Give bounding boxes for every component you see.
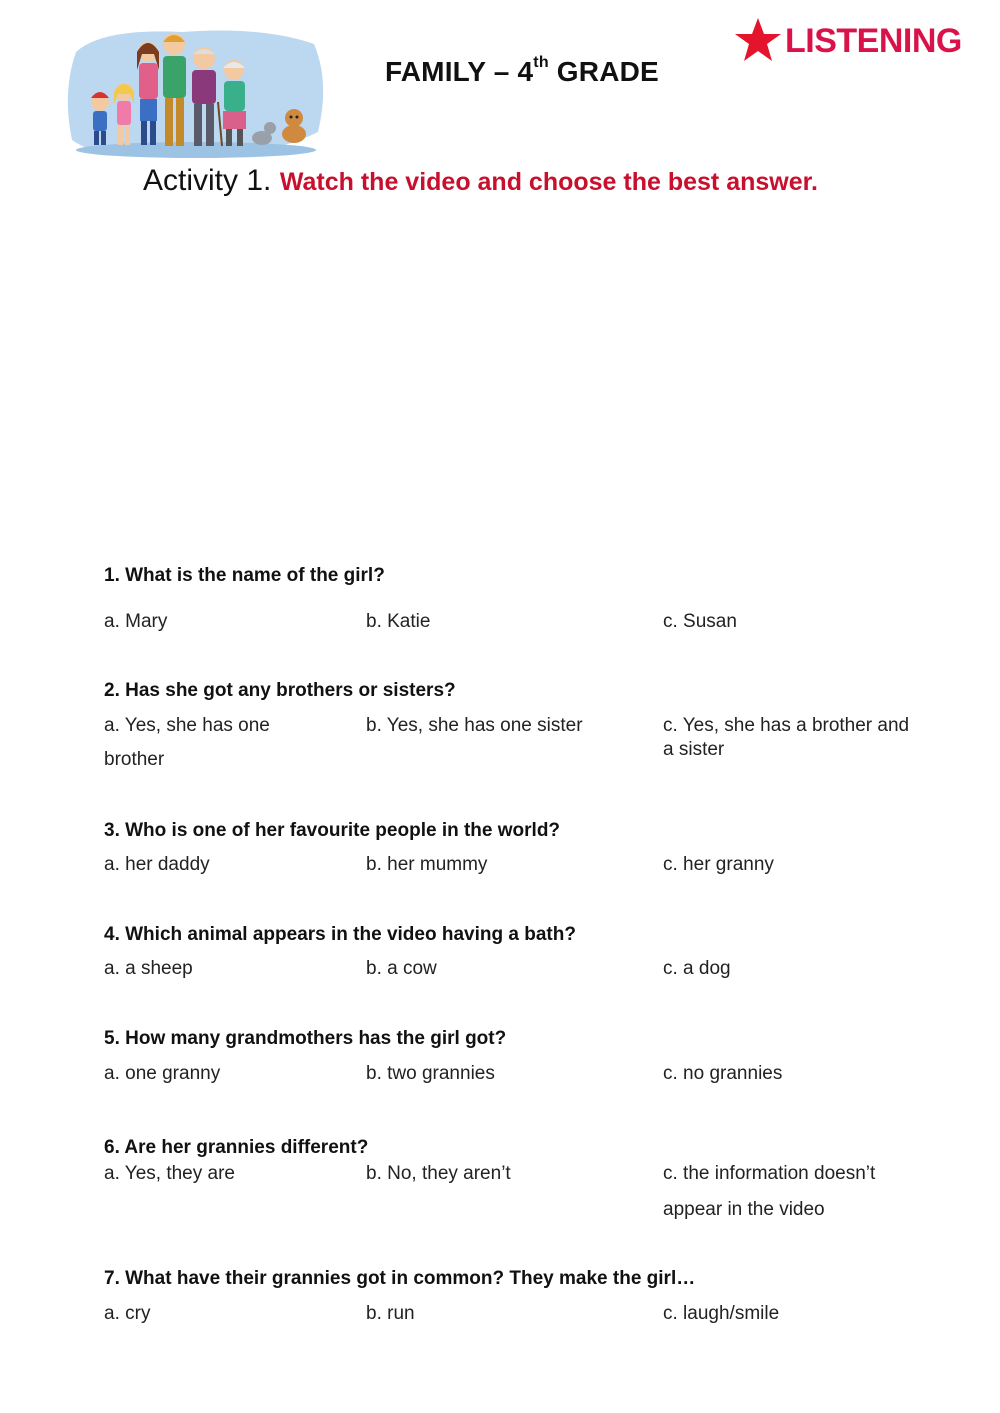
- title-end: GRADE: [556, 56, 659, 87]
- option-5c[interactable]: c. no grannies: [663, 1063, 783, 1084]
- option-1c[interactable]: c. Susan: [663, 611, 737, 632]
- option-1b[interactable]: b. Katie: [366, 611, 431, 632]
- option-6b[interactable]: b. No, they aren’t: [366, 1163, 511, 1184]
- page-title: [385, 53, 659, 88]
- family-illustration: [62, 22, 330, 164]
- option-6c[interactable]: [663, 1162, 938, 1222]
- activity-number: Activity 1.: [143, 164, 272, 197]
- listening-label: LISTENING: [785, 22, 962, 60]
- activity-instruction: Watch the video and choose the best answer.: [279, 168, 818, 196]
- title-main: FAMILY – 4: [385, 56, 534, 87]
- question-1: 1. What is the name of the girl?: [104, 565, 385, 586]
- option-5b[interactable]: b. two grannies: [366, 1063, 495, 1084]
- star-icon: [733, 16, 783, 66]
- option-2a[interactable]: [104, 714, 304, 772]
- option-6a[interactable]: a. Yes, they are: [104, 1163, 235, 1184]
- option-7b[interactable]: b. run: [366, 1303, 415, 1324]
- activity-heading: [143, 164, 818, 198]
- question-4: 4. Which animal appears in the video having a bath?: [104, 924, 576, 945]
- option-2c-line1: c. Yes, she has a brother and: [663, 715, 910, 736]
- question-3: 3. Who is one of her favourite people in the world?: [104, 820, 561, 841]
- option-2a-line2: brother: [104, 749, 165, 770]
- option-6c-line2: appear in the video: [663, 1199, 825, 1220]
- option-2a-line1: a. Yes, she has one: [104, 715, 270, 736]
- option-6c-line1: c. the information doesn’t: [663, 1163, 876, 1184]
- option-7a[interactable]: a. cry: [104, 1303, 151, 1324]
- title-superscript: th: [533, 53, 549, 71]
- question-6: 6. Are her grannies different?: [104, 1137, 369, 1158]
- video-area[interactable]: [100, 215, 900, 545]
- option-2b[interactable]: b. Yes, she has one sister: [366, 715, 583, 736]
- option-1a[interactable]: a. Mary: [104, 611, 168, 632]
- question-5: 5. How many grandmothers has the girl got?: [104, 1028, 507, 1049]
- option-4a[interactable]: a. a sheep: [104, 958, 193, 979]
- listening-badge: [733, 16, 983, 68]
- option-3c[interactable]: c. her granny: [663, 854, 774, 875]
- option-3b[interactable]: b. her mummy: [366, 854, 488, 875]
- question-7: 7. What have their grannies got in common? They make the girl…: [104, 1268, 696, 1289]
- option-2c[interactable]: [663, 714, 938, 762]
- option-7c[interactable]: c. laugh/smile: [663, 1303, 780, 1324]
- option-3a[interactable]: a. her daddy: [104, 854, 210, 875]
- option-2c-line2: a sister: [663, 739, 725, 760]
- option-4b[interactable]: b. a cow: [366, 958, 437, 979]
- option-4c[interactable]: c. a dog: [663, 958, 731, 979]
- option-5a[interactable]: a. one granny: [104, 1063, 221, 1084]
- question-2: 2. Has she got any brothers or sisters?: [104, 680, 456, 701]
